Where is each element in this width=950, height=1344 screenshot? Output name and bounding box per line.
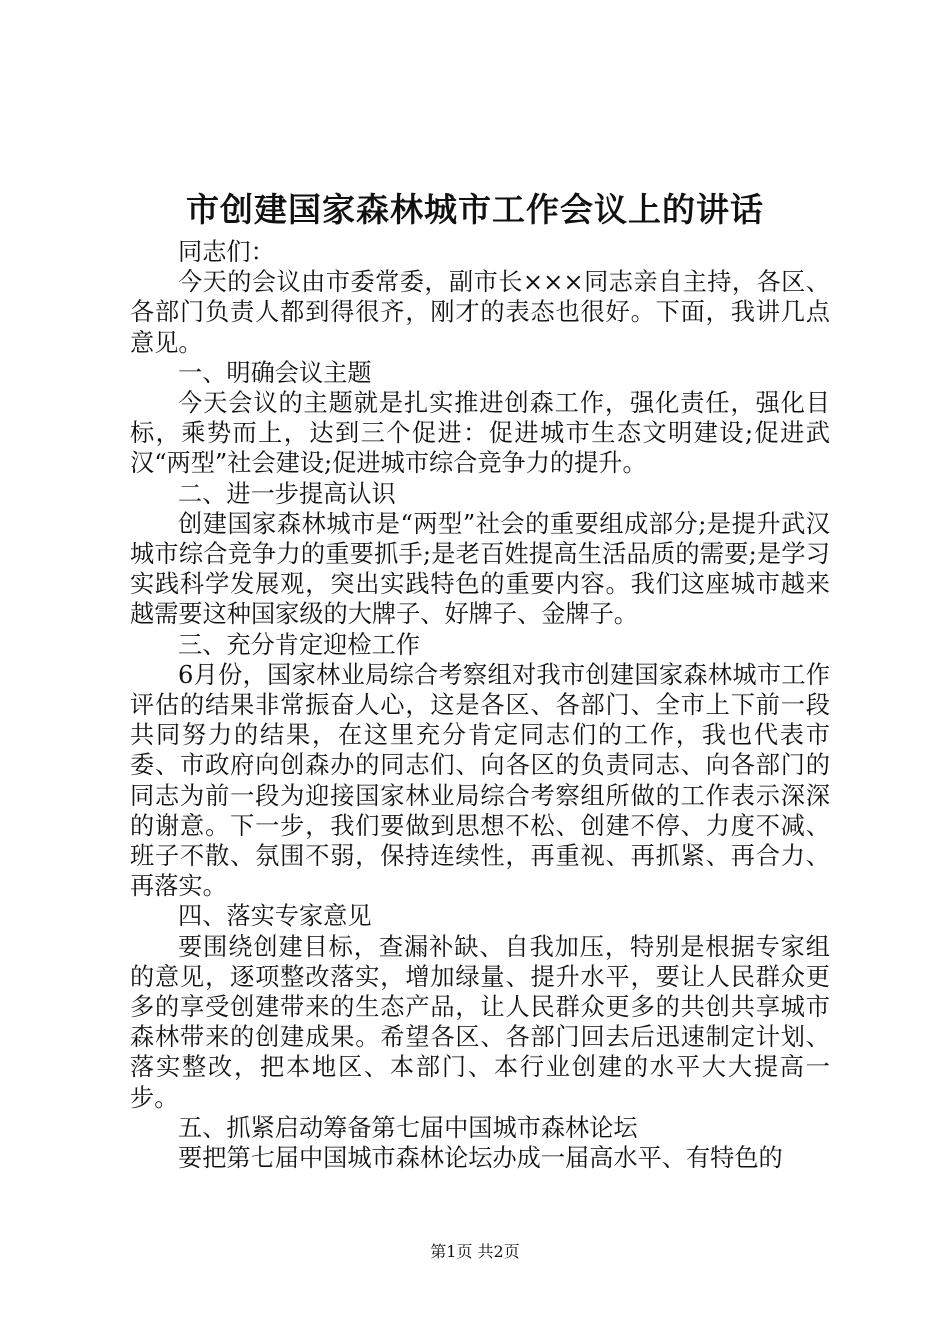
section-heading: 一、明确会议主题 <box>178 358 372 387</box>
salutation: 同志们： <box>178 238 275 266</box>
section-heading: 三、充分肯定迎检工作 <box>178 630 420 659</box>
section-heading: 四、落实专家意见 <box>178 902 372 931</box>
body-paragraph: 6月份，国家林业局综合考察组对我市创建国家森林城市工作评估的结果非常振奋人心，这是各区、各部门、全市上下前一段共同努力的结果，在这里充分肯定同志们的工作，我也代表市委、市政府向创森办的同志们、向各区的负责同志、向各部门的同志为前一段为迎接国家林业局综合考察组所做的工作表示深深的谢意。下一步，我们要做到思想不松、创建不停、力度不减、班子不散、氛围不弱，保持连续性，再重视、再抓紧、再合力、再落实。 <box>130 660 830 901</box>
section-heading: 五、抓紧启动筹备第七届中国城市森林论坛 <box>178 1113 638 1142</box>
body-paragraph: 要围绕创建目标，查漏补缺、自我加压，特别是根据专家组的意见，逐项整改落实，增加绿量、提升水平，要让人民群众更多的享受创建带来的生态产品，让人民群众更多的共创共享城市森林带来的创建成果。希望各区、各部门回去后迅速制定计划、落实整改，把本地区、本部门、本行业创建的水平大大提高一步。 <box>130 932 830 1112</box>
body-paragraph: 要把第七届中国城市森林论坛办成一届高水平、有特色的 <box>178 1144 783 1173</box>
document-body <box>130 237 830 1173</box>
document-title: 市创建国家森林城市工作会议上的讲话 <box>186 190 764 229</box>
section-heading: 二、进一步提高认识 <box>178 479 396 508</box>
page-number-footer: 第1页 共2页 <box>430 1242 520 1261</box>
body-paragraph: 今天会议的主题就是扎实推进创森工作，强化责任，强化目标，乘势而上，达到三个促进：促进城市生态文明建设;促进武汉“两型”社会建设;促进城市综合竞争力的提升。 <box>130 389 830 478</box>
body-paragraph: 今天的会议由市委常委，副市长×××同志亲自主持，各区、各部门负责人都到得很齐，刚才的表态也很好。下面，我讲几点意见。 <box>130 268 830 357</box>
body-paragraph: 创建国家森林城市是“两型”社会的重要组成部分;是提升武汉城市综合竞争力的重要抓手;是老百姓提高生活品质的需要;是学习实践科学发展观，突出实践特色的重要内容。我们这座城市越来越需要这种国家级的大牌子、好牌子、金牌子。 <box>130 509 830 629</box>
